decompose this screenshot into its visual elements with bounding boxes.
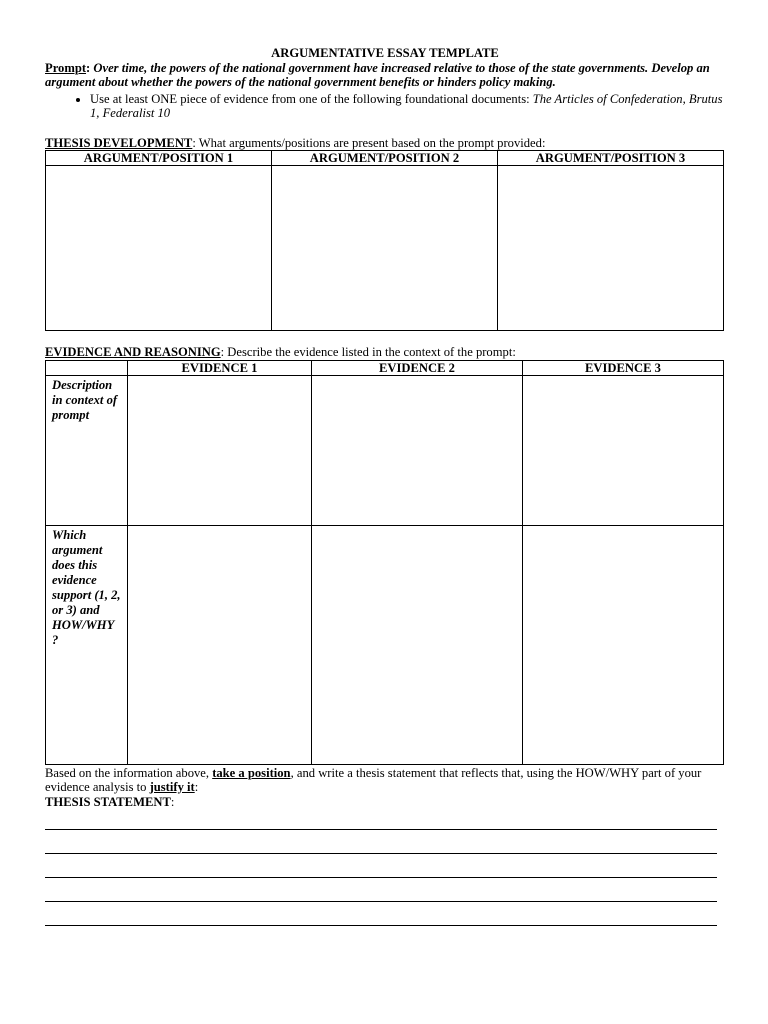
argument-header-1: ARGUMENT/POSITION 1	[46, 151, 272, 166]
prompt-text: Over time, the powers of the national government have increased relative to those of the state governments. Develop an argument about whether the powers of the national government benefits or hinders policy making.	[45, 60, 710, 89]
argument-header-3: ARGUMENT/POSITION 3	[498, 151, 724, 166]
evidence-header-3: EVIDENCE 3	[523, 360, 724, 375]
writing-line[interactable]	[45, 830, 717, 854]
conclusion-text-a: Based on the information above,	[45, 765, 213, 780]
conclusion-text-b: , and write a thesis statement that reflects that, using the HOW/WHY part of your evidence analysis to	[45, 765, 702, 794]
evidence-text: : Describe the evidence listed in the context of the prompt:	[220, 345, 516, 359]
table-row	[46, 166, 724, 331]
prompt-paragraph	[45, 61, 725, 90]
thesis-development-heading	[45, 136, 725, 151]
argument-cell-1[interactable]	[46, 166, 272, 331]
instructions-list	[45, 92, 725, 121]
writing-line[interactable]	[45, 854, 717, 878]
thesis-writing-lines	[45, 806, 725, 926]
table-row	[46, 151, 724, 166]
take-position-emphasis: take a position	[212, 765, 291, 780]
page-title: ARGUMENTATIVE ESSAY TEMPLATE	[271, 46, 499, 60]
table-row	[46, 360, 724, 375]
evidence-support-cell-2[interactable]	[312, 525, 523, 764]
evidence-corner	[46, 360, 128, 375]
evidence-header-1: EVIDENCE 1	[128, 360, 312, 375]
evidence-support-cell-3[interactable]	[523, 525, 724, 764]
evidence-description-cell-2[interactable]	[312, 375, 523, 525]
conclusion-paragraph	[45, 766, 725, 795]
evidence-table	[45, 360, 724, 765]
argument-support-row-label: Which argument does this evidence support (1, 2, or 3) and HOW/WHY ?	[46, 525, 128, 764]
evidence-heading	[45, 345, 725, 360]
argument-header-2: ARGUMENT/POSITION 2	[272, 151, 498, 166]
writing-line[interactable]	[45, 902, 717, 926]
writing-line[interactable]	[45, 878, 717, 902]
description-row-label: Description in context of prompt	[46, 375, 128, 525]
evidence-support-cell-1[interactable]	[128, 525, 312, 764]
conclusion-text-c: :	[194, 780, 199, 794]
list-item	[90, 92, 725, 121]
argument-table	[45, 150, 724, 331]
prompt-label: Prompt	[45, 60, 87, 75]
writing-line[interactable]	[45, 806, 717, 830]
evidence-header-2: EVIDENCE 2	[312, 360, 523, 375]
worksheet-page	[45, 46, 725, 926]
thesis-development-text: : What arguments/positions are present based on the prompt provided:	[192, 135, 546, 150]
bullet-text: Use at least ONE piece of evidence from one of the following foundational documents:	[90, 91, 533, 106]
evidence-description-cell-3[interactable]	[523, 375, 724, 525]
justify-emphasis: justify it	[149, 780, 195, 794]
evidence-description-cell-1[interactable]	[128, 375, 312, 525]
thesis-statement-colon: :	[170, 794, 175, 809]
table-row	[46, 375, 724, 525]
argument-cell-2[interactable]	[272, 166, 498, 331]
bullet-documents: The Articles of Confederation, Brutus 1, Federalist 10	[90, 91, 723, 120]
argument-cell-3[interactable]	[498, 166, 724, 331]
evidence-label: EVIDENCE AND REASONING	[45, 345, 221, 359]
table-row	[46, 525, 724, 764]
thesis-development-label: THESIS DEVELOPMENT	[45, 135, 193, 150]
prompt-colon: :	[86, 60, 91, 75]
thesis-statement-label: THESIS STATEMENT	[45, 794, 171, 809]
